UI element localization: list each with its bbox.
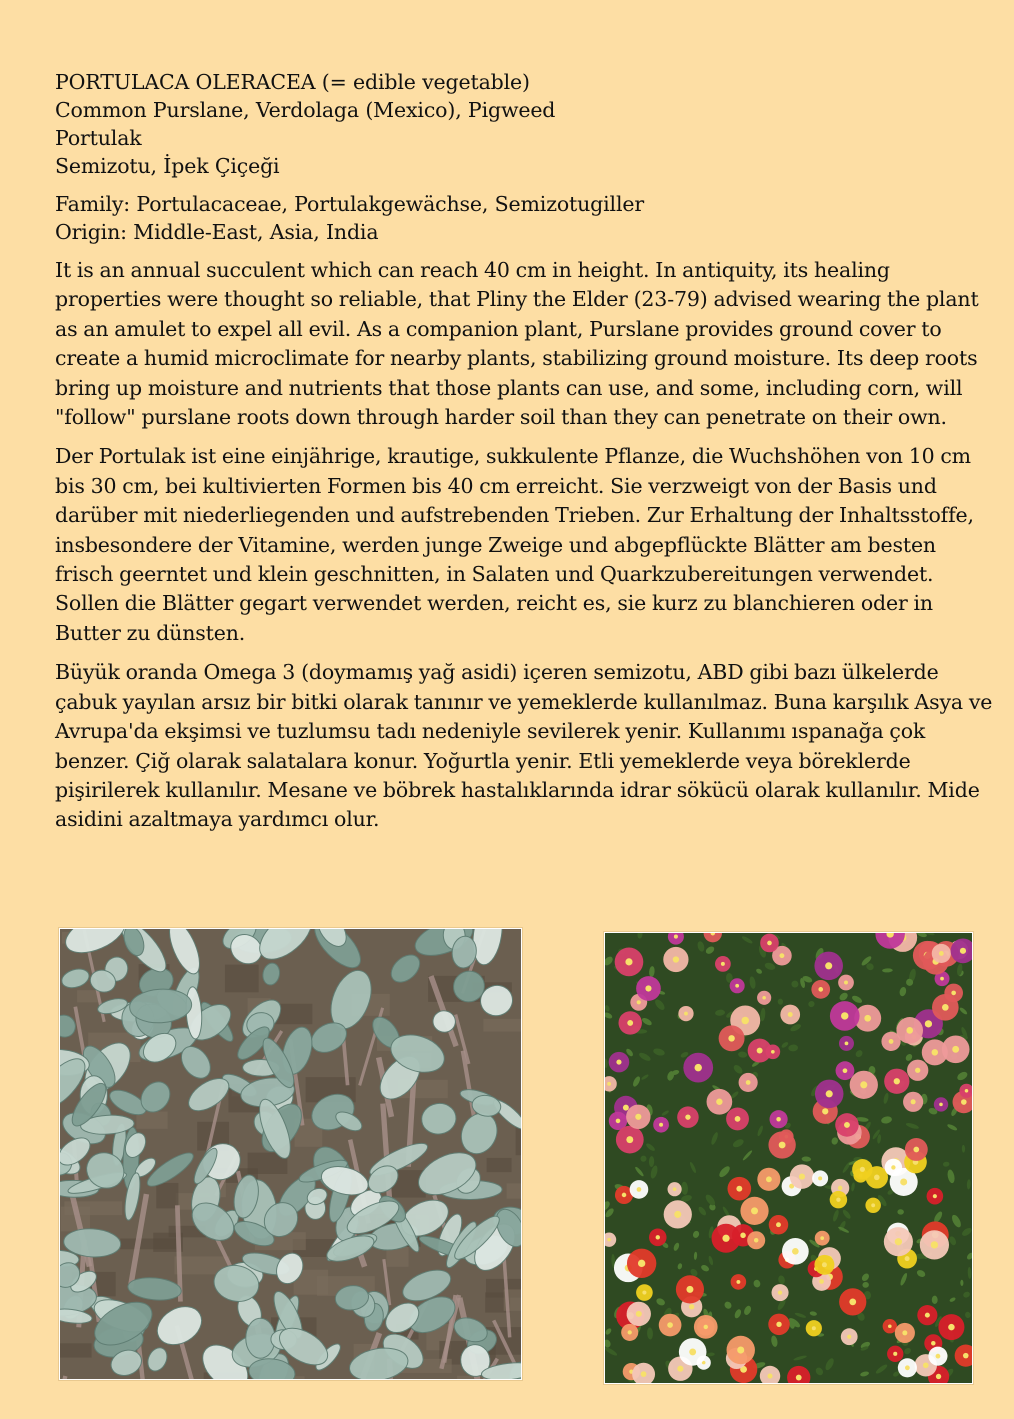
german-name: Portulak — [55, 126, 142, 150]
purslane-flowers-image — [605, 933, 972, 1383]
purslane-leaves-image — [60, 929, 521, 1379]
origin-line: Origin: Middle-East, Asia, India — [55, 220, 379, 244]
scientific-name: PORTULACA OLERACEA (= edible vegetable) — [55, 70, 530, 94]
purslane-flowers-photo — [604, 932, 973, 1384]
document-body — [55, 68, 1000, 845]
german-paragraph: Der Portulak ist eine einjährige, krautige, sukkulente Pflanze, die Wuchshöhen von 10 cm bis 30 cm, bei kultivierten Formen bis 40 cm erreicht. Sie verzweigt von der Basis und darüber mit niederliegenden und aufstrebenden Trieben. Zur Erhaltung der Inhaltsstoffe, insbesondere der Vitamine, werden junge Zweige und abgepflückte Blätter am besten frisch geerntet und klein geschnitten, in Salaten und Quarkzubereitungen verwendet. Sollen die Blätter gegart verwendet werden, reicht es, sie kurz zu blanchieren oder in Butter zu dünsten. — [55, 444, 974, 645]
turkish-paragraph: Büyük oranda Omega 3 (doymamış yağ asidi) içeren semizotu, ABD gibi bazı ülkelerde çabuk yayılan arsız bir bitki olarak tanınır ve yemeklerde kullanılmaz. Buna karşılık Asya ve Avrupa'da ekşimsi ve tuzlumsu tadı nedeniyle sevilerek yenir. Kullanımı ıspanağa çok benzer. Çiğ olarak salatalara konur. Yoğurtla yenir. Etli yemeklerde veya böreklerde pişirilerek kullanılır. Mesane ve böbrek hastalıklarında idrar sökücü olarak kullanılır. Mide asidini azaltmaya yardımcı olur. — [55, 660, 993, 832]
title-block — [55, 68, 1000, 180]
purslane-leaves-photo — [59, 928, 522, 1380]
meta-block — [55, 190, 1000, 246]
family-line: Family: Portulacaceae, Portulakgewächse, Semizotugiller — [55, 192, 645, 216]
turkish-name: Semizotu, İpek Çiçeği — [55, 154, 280, 178]
common-names: Common Purslane, Verdolaga (Mexico), Pigweed — [55, 98, 556, 122]
english-paragraph: It is an annual succulent which can reach 40 cm in height. In antiquity, its healing properties were thought so reliable, that Pliny the Elder (23-79) advised wearing the plant as an amulet to expel all evil. As a companion plant, Purslane provides ground cover to create a humid microclimate for nearby plants, stabilizing ground moisture. Its deep roots bring up moisture and nutrients that those plants can use, and some, including corn, will "follow" purslane roots down through harder soil than they can penetrate on their own. — [55, 258, 979, 430]
